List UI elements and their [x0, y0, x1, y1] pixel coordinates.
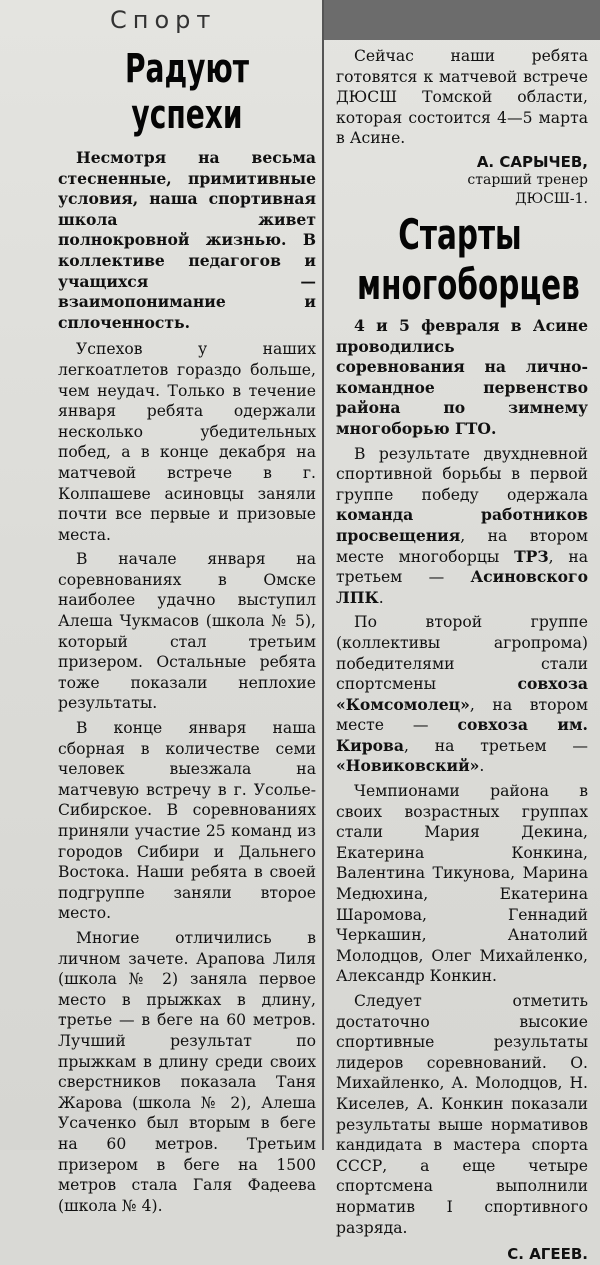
article1-paragraph: В начале января на соревнованиях в Омске наиболее удачно выступил Алеша Чукмасов (школа № 5), который стал третьим призером. Остальные ребята тоже показали неплохие результаты.	[58, 550, 316, 713]
article1-continuation-text: Сейчас наши ребята готовятся к матчевой встрече ДЮСШ Томской области, которая состоится 4—5 марта в Асине.	[336, 47, 588, 148]
column-rule	[322, 0, 324, 1150]
article1-continuation	[336, 46, 588, 209]
article2-headline-line1: Старты	[398, 210, 522, 259]
article2-signature: С. АГЕЕВ.	[507, 1245, 588, 1264]
text-run: По второй группе (коллективы агропрома) победителями стали спортсмены	[336, 613, 588, 694]
text-run: В результате двухдневной спортивной борьбы в первой группе победу одержала	[336, 444, 588, 504]
article1-paragraph: Многие отличились в личном зачете. Арапова Лиля (школа № 2) заняла первое место в прыжках в длину, третье — в беге на 60 метров. Лучший результат по прыжкам в длину среди своих сверстников показала Таня Жарова (школа № 2), Алеша Усаченко был вторым в беге на 60 метров. Третьим призером в беге на 1500 метров стала Галя Фадеева (школа № 4).	[58, 928, 316, 1215]
text-run: , на втором месте многоборцы	[336, 526, 588, 566]
article1-paragraph: В конце января наша сборная в количестве семи человек выезжала на матчевую встречу в г. Усолье-Сибирское. В соревнованиях приняли участие 25 команд из городов Сибири и Дальнего Востока. Наши ребята в своей подгруппе заняли второе место.	[58, 719, 316, 923]
dark-header-band	[324, 0, 600, 40]
article2-headline-line2: многоборцев	[357, 260, 580, 309]
text-run: .	[479, 757, 485, 776]
text-run: , на втором месте —	[336, 695, 588, 735]
article1-headline	[86, 46, 287, 138]
article2-paragraph	[336, 612, 588, 777]
section-rubric: Спорт	[110, 6, 217, 34]
article2-lead: 4 и 5 февраля в Асине проводились соревнования на лично-командное первенство района по зимнему многоборью ГТО.	[336, 316, 588, 438]
article1-lead: Несмотря на весьма стесненные, примитивные условия, наша спортивная школа живет полнокровной жизнью. В коллективе педагогов и учащихся — взаимопонимание и сплоченность.	[58, 148, 316, 332]
second-team: ТРЗ	[514, 546, 549, 566]
winner-team: совхоза «Комсомолец»	[336, 674, 588, 714]
second-team: совхоза им. Кирова	[336, 715, 588, 755]
winner-team: команда работников просвещения	[336, 505, 588, 545]
text-run: , на третьем —	[404, 736, 588, 755]
article1-school: ДЮСШ-1.	[515, 190, 588, 207]
article2-body	[336, 316, 588, 1265]
article1-headline-line1: Радуют	[124, 46, 250, 92]
article2-paragraph	[336, 444, 588, 609]
article1-role: старший тренер	[467, 171, 588, 188]
article2-headline	[357, 210, 580, 310]
article2-paragraph: Чемпионами района в своих возрастных группах стали Мария Декина, Екатерина Конкина, Валентина Тикунова, Марина Медюхина, Екатерина Шаромова, Геннадий Черкашин, Анатолий Молодцов, Олег Михайленко, Александр Конкин.	[336, 782, 588, 986]
article1-signature: А. САРЫЧЕВ,	[476, 152, 588, 171]
article1-headline-line2: успехи	[131, 92, 243, 138]
article1-body	[58, 148, 316, 1216]
text-run: .	[378, 588, 384, 607]
third-team: «Новиковский»	[336, 756, 480, 776]
text-run: , на третьем —	[336, 547, 589, 587]
article2-paragraph: Следует отметить достаточно высокие спортивные результаты лидеров соревнований. О. Михайленко, А. Молодцов, Н. Киселев, А. Конкин показали результаты выше нормативов кандидата в мастера спорта СССР, а еще четыре спортсмена выполнили норматив I спортивного разряда.	[336, 992, 588, 1237]
article1-paragraph: Успехов у наших легкоатлетов гораздо больше, чем неудач. Только в течение января ребята одержали несколько убедительных побед, а в конце декабря на матчевой встрече в г. Колпашеве асиновцы заняли почти все первые и призовые места.	[58, 340, 316, 544]
third-team: Асиновского ЛПК	[336, 567, 588, 607]
